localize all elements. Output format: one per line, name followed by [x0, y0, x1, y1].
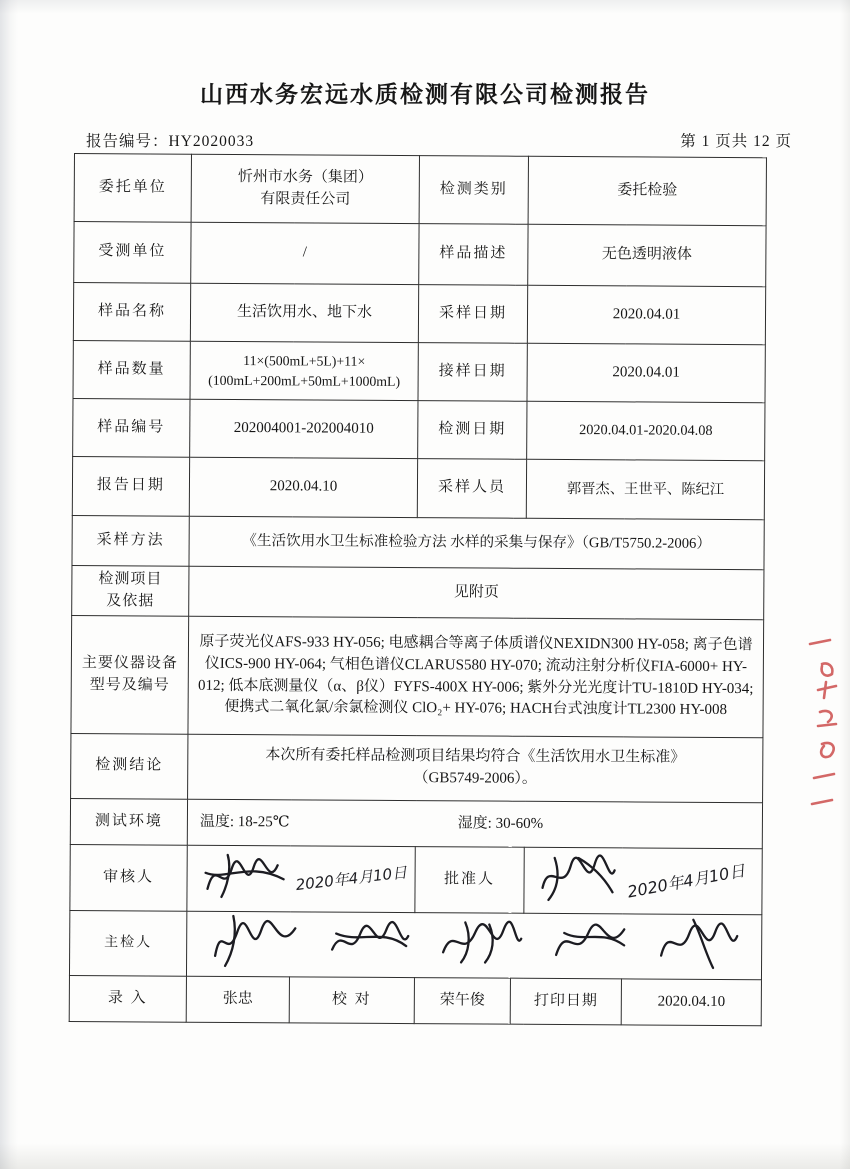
report-date-label: 报告日期 — [72, 456, 189, 516]
chief-inspector-label: 主检人 — [69, 910, 186, 976]
sampling-method-value: 《生活饮用水卫生标准检验方法 水样的采集与保存》（GB/T5750.2-2006） — [189, 516, 764, 570]
reviewer-signature — [197, 850, 289, 899]
approver-signature-cell — [524, 847, 762, 914]
table-row — [72, 456, 764, 519]
instruments-label: 主要仪器设备 型号及编号 — [71, 615, 189, 734]
table-row — [71, 615, 764, 737]
sampling-date-label: 采样日期 — [418, 285, 527, 344]
table-row — [70, 844, 762, 914]
table-row — [73, 340, 765, 402]
sample-id-value: 202004001-202004010 — [190, 399, 418, 458]
table-row — [72, 565, 764, 619]
instruments-value: 原子荧光仪AFS-933 HY-056; 电感耦合等离子体质谱仪NEXIDN300 HY-058; 离子色谱仪ICS-900 HY-064; 气相色谱仪CLARUS580 HY-070; 流动注射分析仪FIA-6000+ HY-012; 低本底测量仪（α、β仪）FYFS-400X HY-006; 紫外分光光度计TU-1810D HY-034; 便携式二氧化氯/余氯检测仪 ClO₂+ HY-076; HACH台式浊度计TL2300 HY-008 — [188, 616, 764, 738]
test-items-value: 见附页 — [189, 566, 764, 620]
inspector-signature — [326, 916, 412, 967]
entry-name: 张忠 — [186, 976, 289, 1023]
temperature-value: 温度: 18-25℃ — [199, 813, 290, 830]
test-date-label: 检测日期 — [418, 401, 527, 460]
environment-value — [187, 799, 762, 849]
approver-label: 批准人 — [415, 847, 524, 914]
sample-name-value: 生活饮用水、地下水 — [190, 283, 418, 342]
table-row — [73, 283, 765, 345]
sampling-personnel-value: 郭晋杰、王世平、陈纪江 — [526, 459, 764, 519]
red-seal-fragment — [804, 636, 846, 814]
environment-label: 测试环境 — [70, 798, 187, 845]
test-category-label: 检测类别 — [419, 156, 528, 225]
page-title: 山西水务宏远水质检测有限公司检测报告 — [200, 82, 650, 107]
scan-edge-shadow-left — [0, 0, 18, 1169]
tested-unit-value: / — [191, 222, 419, 284]
receipt-date-value: 2020.04.01 — [527, 343, 765, 402]
sample-description-value: 无色透明液体 — [528, 224, 766, 286]
proofread-label: 校 对 — [289, 977, 414, 1024]
table-row — [73, 398, 765, 460]
approver-signature — [534, 851, 620, 902]
sampling-personnel-label: 采样人员 — [417, 459, 526, 519]
scan-edge-shadow-top — [0, 0, 850, 14]
client-label: 委托单位 — [74, 154, 191, 223]
table-row — [74, 222, 766, 287]
inspector-signature — [653, 916, 741, 971]
inspector-signature — [207, 912, 303, 969]
humidity-value: 湿度: 30-60% — [457, 814, 544, 832]
reviewer-signature-cell — [187, 845, 415, 912]
table-row — [69, 975, 761, 1025]
report-table — [69, 153, 767, 1026]
scan-edge-shadow-bottom — [0, 1143, 850, 1169]
reviewer-date: 2020年4月10日 — [294, 862, 408, 894]
page-indicator: 第 1 页共 12 页 — [680, 133, 792, 150]
sample-quantity-value: 11×(500mL+5L)+11× (100mL+200mL+50mL+1000mL) — [190, 341, 418, 400]
inspector-signature — [550, 917, 630, 967]
print-date-value: 2020.04.10 — [621, 979, 761, 1026]
sampling-method-label: 采样方法 — [72, 515, 189, 566]
sample-description-label: 样品描述 — [419, 224, 528, 286]
table-row — [72, 515, 764, 569]
report-number: 报告编号：HY2020033 — [86, 133, 255, 150]
report-date-value: 2020.04.10 — [189, 457, 417, 517]
chief-inspector-signatures-cell — [186, 911, 761, 980]
receipt-date-label: 接样日期 — [418, 343, 527, 402]
table-row — [69, 910, 761, 979]
inspector-signature — [435, 916, 527, 967]
proofread-name: 荣午俊 — [414, 978, 510, 1025]
sample-id-label: 样品编号 — [73, 398, 190, 457]
table-row — [70, 798, 762, 848]
test-date-value: 2020.04.01-2020.04.08 — [527, 401, 765, 460]
tested-unit-label: 受测单位 — [74, 222, 191, 284]
conclusion-value: 本次所有委托样品检测项目结果均符合《生活饮用水卫生标准》 （GB5749-2006）。 — [188, 734, 763, 803]
conclusion-label: 检测结论 — [71, 733, 188, 799]
report-meta — [86, 129, 792, 151]
sample-quantity-label: 样品数量 — [73, 340, 190, 399]
entry-label: 录 入 — [69, 975, 186, 1022]
sample-name-label: 样品名称 — [73, 283, 190, 342]
test-items-label: 检测项目 及依据 — [72, 565, 189, 616]
sampling-date-value: 2020.04.01 — [527, 285, 765, 344]
client-value: 忻州市水务（集团） 有限责任公司 — [191, 154, 419, 223]
print-date-label: 打印日期 — [510, 978, 621, 1025]
table-row — [71, 733, 763, 802]
scan-edge-shadow-right — [840, 0, 850, 1169]
table-row — [74, 154, 766, 226]
approver-date: 2020年4月10日 — [625, 860, 747, 902]
test-category-value: 委托检验 — [528, 156, 766, 225]
reviewer-label: 审核人 — [70, 844, 187, 911]
